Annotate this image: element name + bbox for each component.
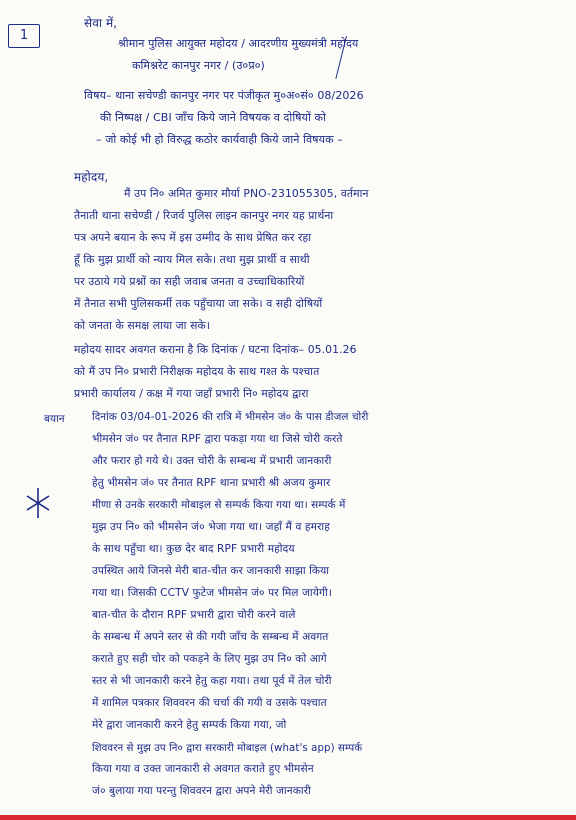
address-line-2: कमिश्नरेट कानपुर नगर / (उ०प्र०) [132, 59, 265, 72]
body-line: हेतु भीमसेन जं० पर तैनात RPF थाना प्रभारी श्री अजय कुमार [92, 477, 331, 489]
body-line: बात-चीत के दौरान RPF प्रभारी द्वारा चोरी करने वाले [92, 609, 296, 621]
body-line: शिववरन से मुझ उप नि० द्वारा सरकारी मोबाइल (what's app) सम्पर्क [92, 743, 363, 754]
body-line: मेरे द्वारा जानकारी करने हेतु सम्पर्क किया गया, जो [92, 719, 287, 731]
subject-line-3: – जो कोई भी हो विरुद्ध कठोर कार्यवाही किये जाने विषयक – [96, 133, 343, 146]
body-line: में शामिल पत्रकार शिववरन की चर्चा की गयी व उसके पश्चात [92, 697, 327, 709]
body-line: तैनाती थाना सचेण्डी / रिजर्व पुलिस लाइन कानपुर नगर यह प्रार्थना [74, 209, 334, 222]
body-line: भीमसेन जं० पर तैनात RPF द्वारा पकड़ा गया था जिसे चोरी करते [92, 433, 343, 445]
body-line: कराते हुए सही चोर को पकड़ने के लिए मुझ उप नि० को आगे [92, 653, 327, 665]
body-line: और फरार हो गये थे। उक्त चोरी के सम्बन्ध में प्रभारी जानकारी [92, 455, 332, 467]
subject-line-1: विषय– थाना सचेण्डी कानपुर नगर पर पंजीकृत मु०अ०सं० 08/2026 [84, 89, 364, 102]
body-line: पर उठाये गये प्रश्नों का सही जवाब जनता व उच्चाधिकारियों [74, 275, 305, 288]
body-line: मीणा से उनके सरकारी मोबाइल से सम्पर्क किया गया था। सम्पर्क में [92, 499, 346, 511]
body-line: महोदय सादर अवगत कराना है कि दिनांक / घटना दिनांक– 05.01.26 [74, 343, 357, 356]
body-line: किया गया व उक्त जानकारी से अवगत कराते हुए भीमसेन [92, 763, 314, 775]
body-line: उपस्थित आये जिनसे मेरी बात-चीत कर जानकारी साझा किया [92, 565, 330, 577]
margin-note: बयान [44, 413, 65, 425]
page-number-box: 1 [8, 24, 40, 48]
bottom-border-strip [0, 815, 576, 820]
body-line: मैं उप नि० अमित कुमार मौर्या PNO-231055305, वर्तमान [124, 187, 369, 200]
body-line: में तैनात सभी पुलिसकर्मी तक पहुँचाया जा सके। व सही दोषियों [74, 297, 323, 310]
body-line: हूँ कि मुझ प्रार्थी को न्याय मिल सके। तथा मुझ प्रार्थी व साथी [74, 253, 310, 266]
subject-line-2: की निष्पक्ष / CBI जाँच किये जाने विषयक व दोषियों को [100, 111, 326, 124]
body-line: प्रभारी कार्यालय / कक्ष में गया जहाँ प्रभारी नि० महोदय द्वारा [74, 387, 309, 400]
body-line: गया था। जिसकी CCTV फुटेज भीमसेन जं० पर मिल जायेगी। [92, 587, 332, 599]
body-line: मुझ उप नि० को भीमसेन जं० भेजा गया था। जहाँ मैं व हमराह [92, 521, 330, 533]
body-line: दिनांक 03/04-01-2026 की रात्रि में भीमसेन जं० के पास डीजल चोरी [92, 411, 369, 423]
body-line: जं० बुलाया गया परन्तु शिववरन द्वारा अपने मेरी जानकारी [92, 785, 311, 797]
body-line: के साथ पहुँचा था। कुछ देर बाद RPF प्रभारी महोदय [92, 543, 295, 555]
address-line-1: श्रीमान पुलिस आयुक्त महोदय / आदरणीय मुख्यमंत्री महोदय [118, 37, 359, 50]
salutation: सेवा में, [84, 16, 118, 30]
asterisk-mark-icon [24, 486, 52, 520]
body-line: पत्र अपने बयान के रूप में इस उम्मीद के साथ प्रेषित कर रहा [74, 231, 312, 244]
body-line: को मैं उप नि० प्रभारी निरीक्षक महोदय के साथ गश्त के पश्चात [74, 365, 320, 378]
body-line: को जनता के समक्ष लाया जा सके। [74, 319, 211, 332]
greeting: महोदय, [74, 170, 109, 184]
body-line: के सम्बन्ध में अपने स्तर से की गयी जाँच के सम्बन्ध में अवगत [92, 631, 329, 643]
body-line: स्तर से भी जानकारी करने हेतु कहा गया। तथा पूर्व में तेल चोरी [92, 675, 332, 687]
